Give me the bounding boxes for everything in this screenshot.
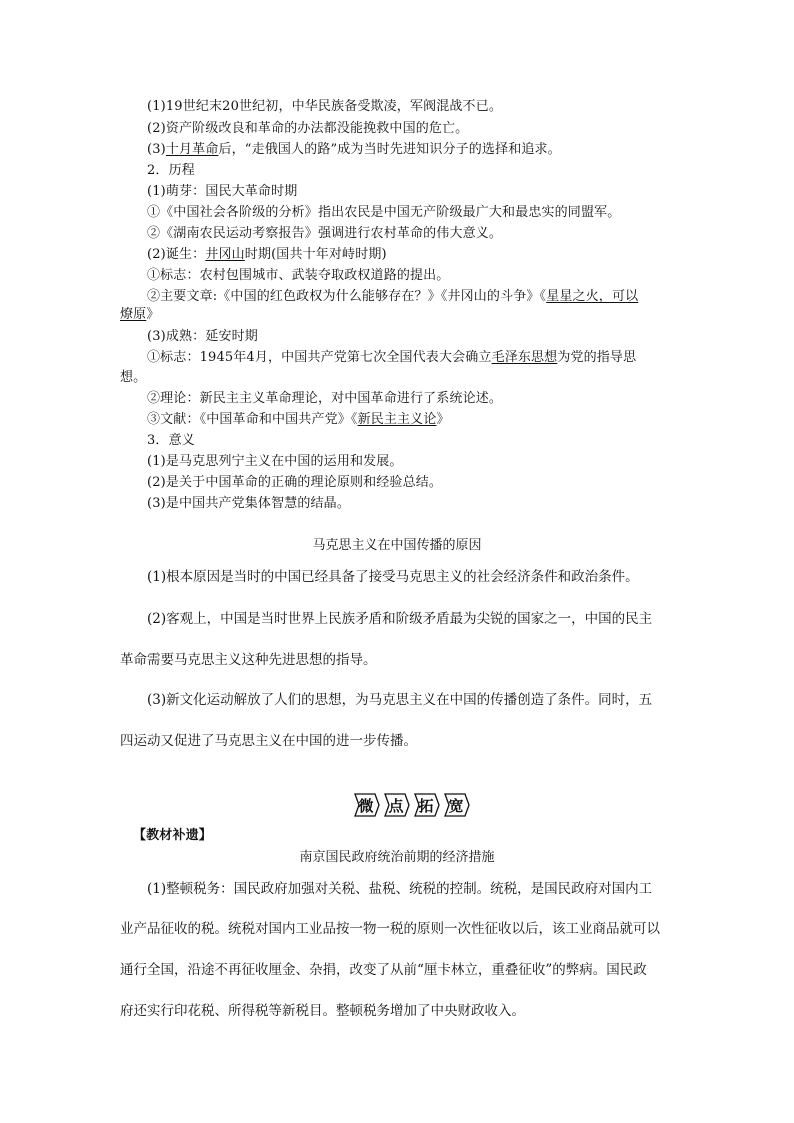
stage-2-heading: (2)诞生：井冈山时期(国共十年对峙时期) (147, 247, 387, 262)
reasons-line-3: 革命需要马克思主义这种先进思想的指导。 (120, 652, 377, 668)
banner-chevron-3: 拓 (412, 792, 440, 818)
banner-chevron-1: 微 (352, 792, 380, 818)
reasons-line-4: (3)新文化运动解放了人们的思想，为马克思主义在中国的传播创造了条件。同时，五 (147, 692, 653, 708)
significance-2: (2)是关于中国革命的正确的理论原则和经验总结。 (147, 475, 443, 490)
supplement-line-3: 通行全国，沿途不再征收厘金、杂捐，改变了从前“厘卡林立，重叠征收”的弊病。国民政 (120, 962, 647, 978)
stage-3-heading: (3)成熟：延安时期 (147, 329, 258, 344)
stage-1-item-a: ①《中国社会各阶级的分析》指出农民是中国无产阶级最广大和最忠实的同盟军。 (147, 205, 621, 220)
supplement-line-1: (1)整顿税务：国民政府加强对关税、盐税、统税的控制。统税，是国民政府对国内工 (147, 881, 653, 897)
reasons-line-1: (1)根本原因是当时的中国已经具备了接受马克思主义的社会经济条件和政治条件。 (147, 569, 639, 585)
reasons-line-5: 四运动又促进了马克思主义在中国的进一步传播。 (120, 733, 417, 749)
supplement-line-2: 业产品征收的税。统税对国内工业品按一物一税的原则一次性征收以后，该工业商品就可以 (120, 921, 660, 937)
reason-line-1: (1)19世纪末20世纪初，中华民族备受欺凌，军阀混战不已。 (147, 99, 502, 114)
stage-3-item-a-cont: 想。 (120, 370, 147, 385)
underlined-term: 毛泽东思想 (491, 350, 558, 365)
stage-2-item-b-cont: 燎原》 (120, 307, 160, 322)
reason-line-2: (2)资产阶级改良和革命的办法都没能挽救中国的危亡。 (147, 121, 469, 136)
reasons-line-2: (2)客观上，中国是当时世界上民族矛盾和阶级矛盾最为尖锐的国家之一，中国的民主 (147, 611, 653, 627)
underlined-term: 十月革命 (165, 142, 219, 157)
stage-3-item-b: ②理论：新民主主义革命理论，对中国革命进行了系统论述。 (147, 391, 503, 406)
significance-1: (1)是马克思列宁主义在中国的运用和发展。 (147, 454, 403, 469)
stage-3-item-c: ③文献：《中国革命和中国共产党》《新民主主义论》 (147, 412, 450, 427)
underlined-term: 燎原 (120, 307, 147, 322)
stage-2-item-b: ②主要文章:《中国的红色政权为什么能够存在？》《井冈山的斗争》《星星之火，可以 (147, 289, 639, 304)
reason-line-3: (3)十月革命后，“走俄国人的路”成为当时先进知识分子的选择和追求。 (147, 142, 561, 157)
stage-2-item-a: ①标志：农村包围城市、武装夺取政权道路的提出。 (147, 268, 450, 283)
section-banner (352, 792, 470, 818)
banner-chevron-2: 点 (382, 792, 410, 818)
significance-3: (3)是中国共产党集体智慧的结晶。 (147, 496, 350, 511)
heading-significance: 3．意义 (147, 433, 195, 448)
stage-3-item-a: ①标志：1945年4月，中国共产党第七次全国代表大会确立毛泽东思想为党的指导思 (147, 350, 637, 365)
supplement-tag: 【教材补遗】 (133, 828, 212, 843)
underlined-term: 井冈山 (205, 247, 245, 262)
heading-process: 2．历程 (147, 163, 195, 178)
underlined-term: 新民主主义论 (357, 412, 437, 427)
stage-1-heading: (1)萌芽：国民大革命时期 (147, 184, 298, 199)
supplement-title: 南京国民政府统治前期的经济措施 (299, 850, 495, 865)
stage-1-item-b: ②《湖南农民运动考察报告》强调进行农村革命的伟大意义。 (147, 226, 503, 241)
banner-chevron-4: 宽 (442, 792, 470, 818)
reasons-title: 马克思主义在中国传播的原因 (312, 538, 482, 553)
supplement-line-4: 府还实行印花税、所得税等新税目。整顿税务增加了中央财政收入。 (120, 1003, 525, 1019)
underlined-term: 星星之火，可以 (546, 289, 639, 304)
